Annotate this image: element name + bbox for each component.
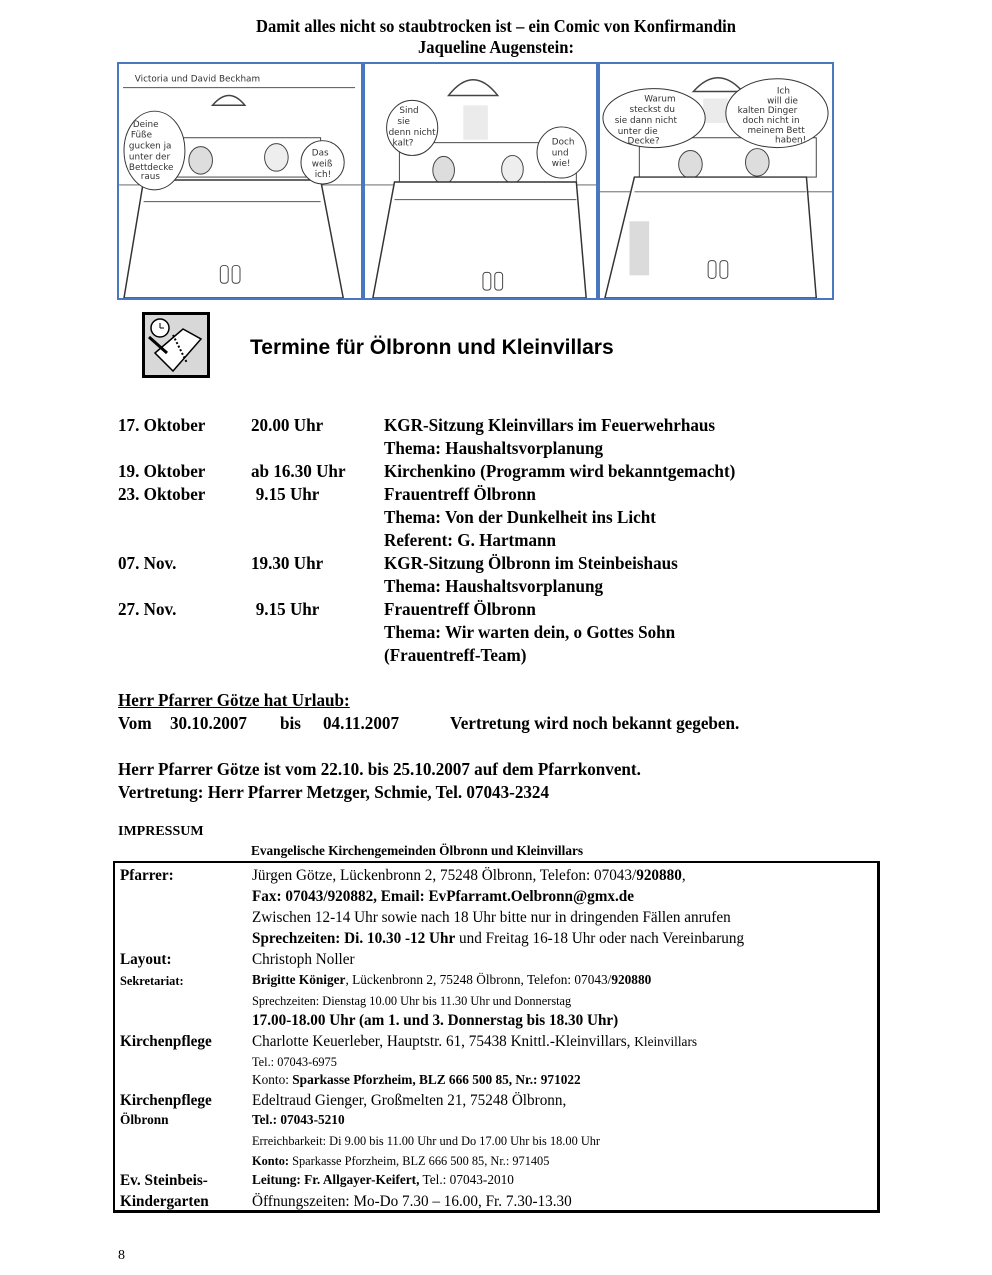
impressum-key-kirchenpflege-oelbronn: Kirchenpflege [120,1092,212,1109]
vacation-heading: Herr Pfarrer Götze hat Urlaub: [118,690,350,710]
vacation-note: Vertretung wird noch bekannt gegeben. [450,713,740,733]
kirchenpflege-kv-line-1 [252,1033,697,1051]
konvent-line-1: Herr Pfarrer Götze ist vom 22.10. bis 25.10.2007 auf dem Pfarrkonvent. [118,759,641,779]
vacation-from-date: 30.10.2007 [170,713,247,733]
kirchenpflege-oe-phone-value: Tel.: 07043-5210 [252,1113,345,1128]
event-description: Kirchenkino (Programm wird bekanntgemacht) [384,461,736,481]
svg-text:Ichwill diekalten Dingerdoch n: Ich will die kalten Dinger doch nicht in meinem Bett haben! [737,86,807,146]
kindergarten-phone: Tel.: 07043-2010 [419,1173,514,1188]
comic-drawing-2 [365,64,596,298]
comic-title-line-1: Damit alles nicht so staubtrocken ist – ein Comic von Konfirmandin [256,16,736,36]
event-description: KGR-Sitzung Ölbronn im Steinbeishaus [384,553,678,573]
account-value: Sparkasse Pforzheim, BLZ 666 500 85, Nr.: 971022 [292,1073,581,1088]
comic-caption: Victoria und David Beckham [134,74,261,85]
event-time: 19.30 Uhr [251,553,324,573]
pfarrer-fax-email: Fax: 07043/920882, Email: EvPfarramt.Oelbronn@gmx.de [252,888,635,905]
account-label: Konto: [252,1073,293,1088]
section-title: Termine für Ölbronn und Kleinvillars [250,336,614,359]
comic-drawing-1 [119,64,361,298]
bubble-line: Deine [132,119,159,130]
pfarrer-office-hours: Sprechzeiten: Di. 10.30 -12 Uhr [252,930,456,947]
impressum-organization: Evangelische Kirchengemeinden Ölbronn und Kleinvillars [251,844,584,859]
event-time: 20.00 Uhr [251,415,324,435]
sekretariat-phone: 920880 [611,973,652,988]
impressum-key-kirchenpflege: Kirchenpflege [120,1033,212,1050]
event-description: Referent: G. Hartmann [384,530,557,550]
event-description: Frauentreff Ölbronn [384,599,536,619]
calendar-clock-icon [142,312,210,378]
comic-panel-2 [363,62,598,300]
account-value: Sparkasse Pforzheim, BLZ 666 500 85, Nr.: 971405 [289,1153,550,1168]
comic-panel-3 [598,62,834,300]
konvent-line-2: Vertretung: Herr Pfarrer Metzger, Schmie, Tel. 07043-2324 [118,782,550,802]
kirchenpflege-oe-phone [252,1113,345,1129]
comic-strip [117,62,834,300]
pfarrer-office-hours-more: und Freitag 16-18 Uhr oder nach Vereinbarung [455,930,745,947]
impressum-label: IMPRESSUM [118,824,204,839]
event-date: 17. Oktober [118,415,206,435]
event-description: Thema: Haushaltsvorplanung [384,438,604,458]
kirchenpflege-kv-account [252,1073,581,1089]
event-description: KGR-Sitzung Kleinvillars im Feuerwehrhaus [384,415,716,435]
sekretariat-name: Brigitte Königer [252,973,346,988]
kirchenpflege-oe-address: Edeltraud Gienger, Großmelten 21, 75248 Ölbronn, [252,1092,567,1109]
pfarrer-comma: , [681,867,686,884]
sekretariat-hours: 17.00-18.00 Uhr (am 1. und 3. Donnerstag bis 18.30 Uhr) [252,1012,619,1029]
event-date: 23. Oktober [118,484,206,504]
kirchenpflege-kv-phone: Tel.: 07043-6975 [252,1054,337,1069]
sekretariat-line-2: Sprechzeiten: Dienstag 10.00 Uhr bis 11.30 Uhr und Donnerstag [252,993,572,1008]
svg-text:Dasweißich!: Das weiß ich! [311,148,333,181]
impressum-key-oelbronn: Ölbronn [120,1113,169,1128]
kindergarten-leitung [252,1173,514,1189]
vacation-from-label: Vom [118,713,152,733]
svg-text:DeineFüßegucken jaunter derBet: Deine Füße gucken ja unter der Bettdecke raus [128,119,174,183]
pfarrer-line-2 [252,888,634,906]
impressum-key-pfarrer: Pfarrer: [120,867,174,884]
kindergarten-leader: Leitung: Fr. Allgayer-Keifert, [252,1173,420,1188]
page-number: 8 [118,1248,125,1263]
event-time: 9.15 Uhr [255,484,320,504]
vacation-to-label: bis [280,713,301,733]
comic-panel-1 [117,62,363,300]
impressum-key-sekretariat: Sekretariat: [120,973,184,988]
impressum-key-kindergarten-1: Ev. Steinbeis- [120,1172,208,1189]
svg-text:Warumsteckst dusie dann nichtu: Warum steckst du sie dann nicht unter die Decke? [614,94,678,147]
kirchenpflege-oe-availability: Erreichbarkeit: Di 9.00 bis 11.00 Uhr und Do 17.00 Uhr bis 18.00 Uhr [252,1133,601,1148]
impressum-key-layout: Layout: [120,951,172,968]
svg-text:Sindsiedenn nichtkalt?: Sind sie denn nicht kalt? [388,106,436,149]
comic-title-line-2: Jaqueline Augenstein: [418,37,574,57]
impressum-key-kindergarten-2: Kindergarten [120,1193,209,1210]
pfarrer-phone: 920880 [636,867,682,884]
account-label: Konto: [252,1153,290,1168]
event-date: 19. Oktober [118,461,206,481]
impressum-box [113,861,880,1213]
sekretariat-line-3 [252,1012,618,1030]
event-description: Thema: Haushaltsvorplanung [384,576,604,596]
kirchenpflege-kv-town: Kleinvillars [634,1035,698,1050]
pfarrer-line-3: Zwischen 12-14 Uhr sowie nach 18 Uhr bitte nur in dringenden Fällen anrufen [252,909,731,926]
kindergarten-hours: Öffnungszeiten: Mo-Do 7.30 – 16.00, Fr. 7.30-13.30 [252,1193,572,1210]
event-date: 07. Nov. [118,553,177,573]
event-description: Thema: Wir warten dein, o Gottes Sohn [384,622,676,642]
event-description: Thema: Von der Dunkelheit ins Licht [384,507,656,527]
comic-drawing-3 [600,64,832,298]
layout-value: Christoph Noller [252,951,355,968]
event-date: 27. Nov. [118,599,177,619]
event-time: 9.15 Uhr [255,599,320,619]
sekretariat-line-1 [252,973,651,989]
svg-text:Dochundwie!: Doch und wie! [551,137,575,170]
notebook-clock-icon [145,315,207,375]
pfarrer-line-4 [252,930,744,948]
vacation-to-date: 04.11.2007 [323,713,400,733]
pfarrer-line-1 [252,867,686,885]
event-description: (Frauentreff-Team) [384,645,527,665]
event-time: ab 16.30 Uhr [251,461,346,481]
kirchenpflege-kv-address: Charlotte Keuerleber, Hauptstr. 61, 75438 Knittl.-Kleinvillars, [252,1033,635,1050]
sekretariat-address: , Lückenbronn 2, 75248 Ölbronn, Telefon: 07043/ [345,973,612,988]
pfarrer-address: Jürgen Götze, Lückenbronn 2, 75248 Ölbronn, Telefon: 07043/ [252,867,637,884]
event-description: Frauentreff Ölbronn [384,484,536,504]
kirchenpflege-oe-account [252,1153,549,1169]
